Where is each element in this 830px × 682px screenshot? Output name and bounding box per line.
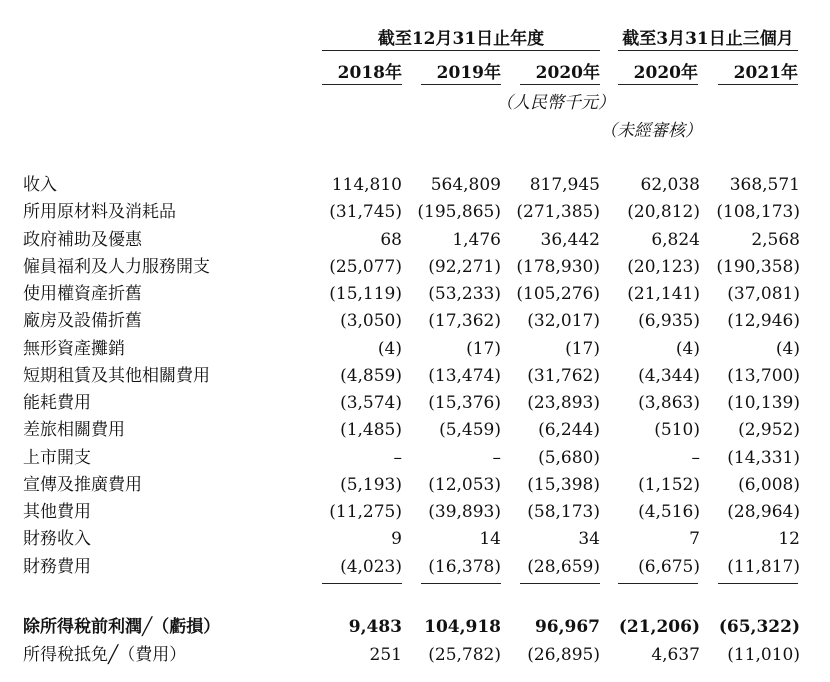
header-group-annual-rule bbox=[322, 50, 600, 51]
header-group-annual: 截至12月31日止年度 bbox=[377, 29, 545, 49]
row-value: (20,812) bbox=[627, 202, 700, 222]
table-row bbox=[0, 473, 830, 500]
table-row bbox=[0, 446, 830, 473]
table-row bbox=[0, 309, 830, 336]
row-value: (31,762) bbox=[527, 366, 600, 386]
row-value: (53,233) bbox=[428, 284, 501, 304]
row-value: (39,893) bbox=[428, 502, 501, 522]
row-value: (21,141) bbox=[627, 284, 700, 304]
row-value: (12,053) bbox=[428, 475, 501, 495]
row-value: (15,398) bbox=[527, 475, 600, 495]
row-value: 96,967 bbox=[534, 617, 600, 637]
row-value: 114,810 bbox=[331, 175, 402, 195]
row-label: 上市開支 bbox=[23, 448, 91, 468]
row-value: (6,935) bbox=[638, 311, 700, 331]
row-value: (2,952) bbox=[738, 420, 800, 440]
row-value: (17,362) bbox=[428, 311, 501, 331]
row-value: (14,331) bbox=[727, 448, 800, 468]
table-row bbox=[0, 228, 830, 255]
row-label: 僱員福利及人力服務開支 bbox=[23, 257, 210, 277]
row-value: 6,824 bbox=[651, 230, 700, 250]
row-value: (17) bbox=[466, 339, 501, 359]
row-value: (5,193) bbox=[340, 475, 402, 495]
row-value: (5,459) bbox=[439, 420, 501, 440]
year-header: 2020年 bbox=[535, 63, 600, 83]
row-value: (28,964) bbox=[727, 502, 800, 522]
row-value: (31,745) bbox=[329, 202, 402, 222]
row-value: 7 bbox=[689, 529, 700, 549]
row-label: 使用權資產折舊 bbox=[23, 284, 142, 304]
row-value: (15,376) bbox=[428, 393, 501, 413]
row-value: (16,378) bbox=[428, 557, 501, 577]
row-value: (4) bbox=[675, 339, 700, 359]
row-value: 1,476 bbox=[452, 230, 501, 250]
row-value: (108,173) bbox=[716, 202, 800, 222]
row-value: (13,474) bbox=[428, 366, 501, 386]
row-label: 差旅相關費用 bbox=[23, 420, 125, 440]
row-value: 368,571 bbox=[729, 175, 800, 195]
row-value: (195,865) bbox=[417, 202, 501, 222]
row-value: (3,863) bbox=[638, 393, 700, 413]
row-value: (6,675) bbox=[638, 557, 700, 577]
row-value: (6,244) bbox=[538, 420, 600, 440]
row-label: 短期租賃及其他相關費用 bbox=[23, 366, 210, 386]
row-value: (1,485) bbox=[340, 420, 402, 440]
row-label: 廠房及設備折舊 bbox=[23, 311, 142, 331]
unit-unaudited-note: （未經審核） bbox=[600, 121, 702, 141]
table-row bbox=[0, 615, 830, 642]
row-value: (4,023) bbox=[340, 557, 402, 577]
row-value: – bbox=[492, 448, 501, 468]
row-value: (6,008) bbox=[738, 475, 800, 495]
row-value: – bbox=[393, 448, 402, 468]
header-group-quarter: 截至3月31日止三個月 bbox=[622, 29, 794, 49]
row-value: 9 bbox=[391, 529, 402, 549]
row-value: (271,385) bbox=[516, 202, 600, 222]
year-header-rule bbox=[421, 84, 501, 85]
row-label: 所用原材料及消耗品 bbox=[23, 202, 176, 222]
table-row bbox=[0, 643, 830, 670]
year-header-rule bbox=[322, 84, 402, 85]
table-row bbox=[0, 255, 830, 282]
row-value: (11,010) bbox=[727, 645, 800, 665]
table-row bbox=[0, 418, 830, 445]
row-value: (4) bbox=[377, 339, 402, 359]
subtotal-rule bbox=[421, 583, 501, 584]
row-value: 68 bbox=[380, 230, 402, 250]
row-value: 4,637 bbox=[651, 645, 700, 665]
row-label: 除所得稅前利潤╱（虧損） bbox=[23, 617, 221, 637]
row-value: (510) bbox=[654, 420, 700, 440]
row-value: – bbox=[691, 448, 700, 468]
year-header: 2019年 bbox=[436, 63, 501, 83]
row-value: (12,946) bbox=[727, 311, 800, 331]
row-value: (58,173) bbox=[527, 502, 600, 522]
row-value: 9,483 bbox=[348, 617, 402, 637]
row-label: 宣傳及推廣費用 bbox=[23, 475, 142, 495]
table-row bbox=[0, 500, 830, 527]
subtotal-rule bbox=[618, 583, 698, 584]
row-value: 564,809 bbox=[430, 175, 501, 195]
row-value: (65,322) bbox=[718, 617, 800, 637]
row-value: (17) bbox=[565, 339, 600, 359]
row-value: (21,206) bbox=[618, 617, 700, 637]
row-value: 251 bbox=[369, 645, 402, 665]
row-value: (105,276) bbox=[516, 284, 600, 304]
row-value: (28,659) bbox=[527, 557, 600, 577]
row-value: (37,081) bbox=[727, 284, 800, 304]
table-row bbox=[0, 527, 830, 554]
row-label: 能耗費用 bbox=[23, 393, 91, 413]
row-value: 36,442 bbox=[540, 230, 600, 250]
row-value: (4) bbox=[775, 339, 800, 359]
row-value: (25,782) bbox=[428, 645, 501, 665]
row-value: (26,895) bbox=[527, 645, 600, 665]
row-value: (92,271) bbox=[428, 257, 501, 277]
table-row bbox=[0, 364, 830, 391]
row-value: (5,680) bbox=[538, 448, 600, 468]
row-label: 其他費用 bbox=[23, 502, 91, 522]
row-value: 12 bbox=[778, 529, 800, 549]
row-value: (32,017) bbox=[527, 311, 600, 331]
row-value: 14 bbox=[479, 529, 501, 549]
row-value: (178,930) bbox=[516, 257, 600, 277]
row-value: (11,275) bbox=[329, 502, 402, 522]
row-label: 所得稅抵免╱（費用） bbox=[23, 645, 187, 665]
row-value: (15,119) bbox=[329, 284, 402, 304]
row-value: (20,123) bbox=[627, 257, 700, 277]
row-label: 財務收入 bbox=[23, 529, 91, 549]
subtotal-rule bbox=[718, 583, 798, 584]
row-value: (3,050) bbox=[340, 311, 402, 331]
row-value: (4,859) bbox=[340, 366, 402, 386]
row-value: (190,358) bbox=[716, 257, 800, 277]
row-value: (11,817) bbox=[727, 557, 800, 577]
row-value: (4,344) bbox=[638, 366, 700, 386]
year-header-rule bbox=[718, 84, 798, 85]
row-value: (4,516) bbox=[638, 502, 700, 522]
row-label: 收入 bbox=[23, 175, 57, 195]
row-label: 財務費用 bbox=[23, 557, 91, 577]
row-value: 817,945 bbox=[529, 175, 600, 195]
table-row bbox=[0, 555, 830, 582]
subtotal-rule bbox=[520, 583, 600, 584]
row-value: (25,077) bbox=[329, 257, 402, 277]
row-value: (13,700) bbox=[727, 366, 800, 386]
row-value: (3,574) bbox=[340, 393, 402, 413]
subtotal-rule bbox=[322, 583, 402, 584]
row-value: (10,139) bbox=[727, 393, 800, 413]
year-header: 2018年 bbox=[337, 63, 402, 83]
row-value: 62,038 bbox=[640, 175, 700, 195]
table-row bbox=[0, 391, 830, 418]
row-label: 政府補助及優惠 bbox=[23, 230, 142, 250]
year-header-rule bbox=[520, 84, 600, 85]
year-header-rule bbox=[618, 84, 698, 85]
row-value: 2,568 bbox=[751, 230, 800, 250]
table-row bbox=[0, 337, 830, 364]
unit-currency-note: （人民幣千元） bbox=[496, 93, 615, 113]
header-group-quarter-rule bbox=[618, 50, 798, 51]
table-row bbox=[0, 173, 830, 200]
year-header: 2021年 bbox=[733, 63, 798, 83]
row-value: 34 bbox=[578, 529, 600, 549]
row-value: (23,893) bbox=[527, 393, 600, 413]
table-row bbox=[0, 282, 830, 309]
table-row bbox=[0, 200, 830, 227]
row-label: 無形資產攤銷 bbox=[23, 339, 125, 359]
row-value: 104,918 bbox=[424, 617, 501, 637]
year-header: 2020年 bbox=[633, 63, 698, 83]
row-value: (1,152) bbox=[638, 475, 700, 495]
